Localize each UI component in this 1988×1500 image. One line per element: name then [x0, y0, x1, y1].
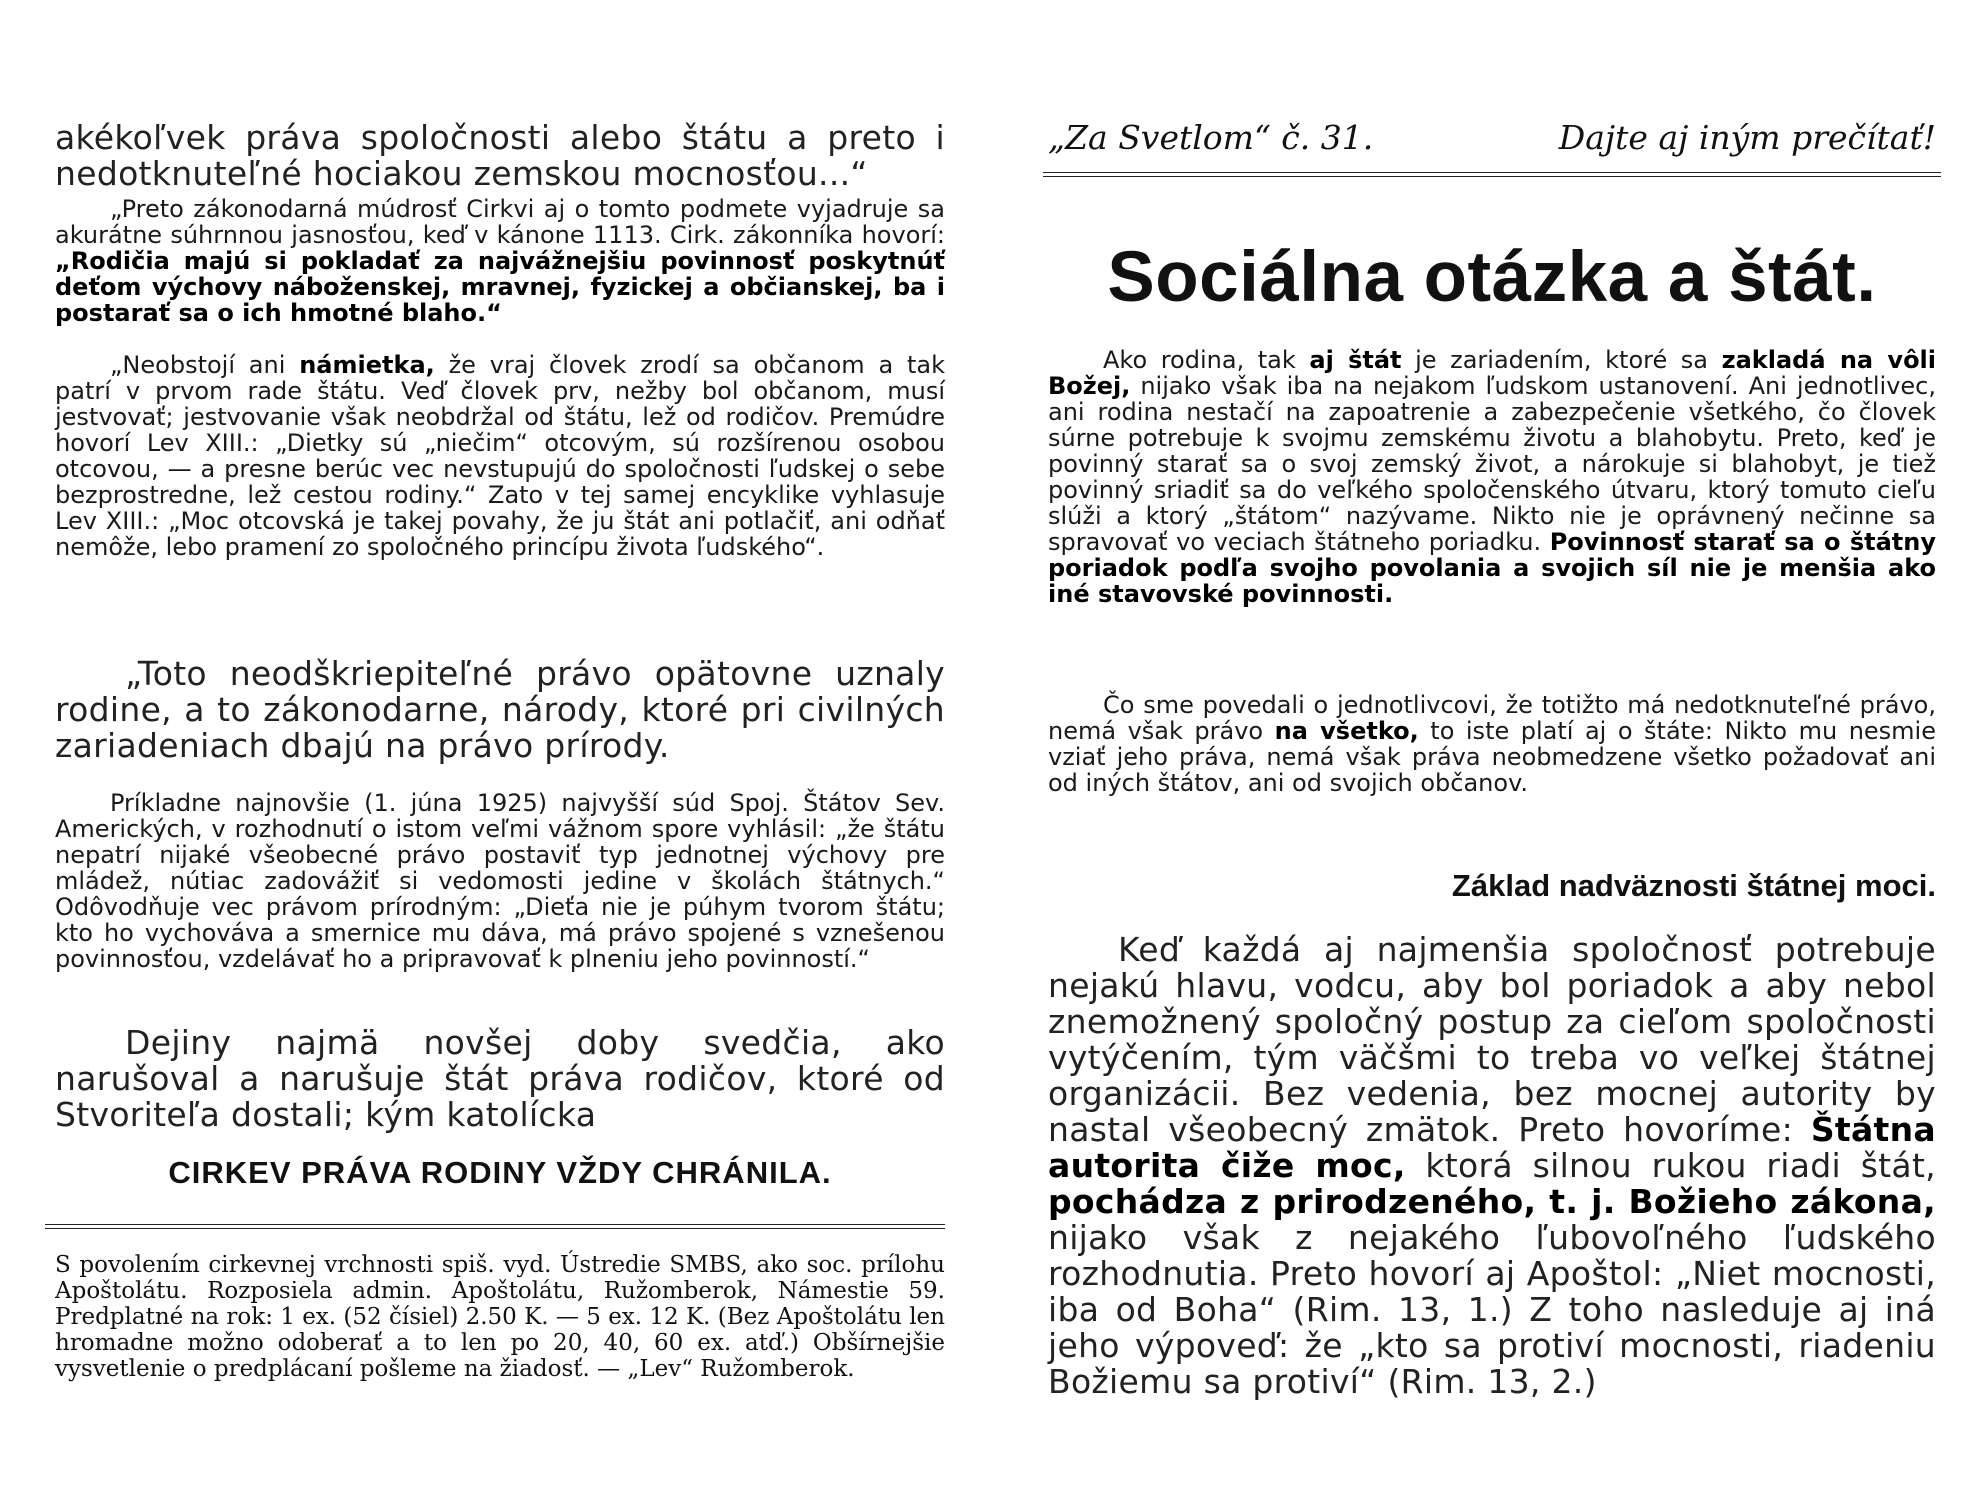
bold-phrase: Štátna autorita čiže moc, — [1048, 1110, 1936, 1185]
bold-phrase: aj štát — [1309, 346, 1402, 374]
closing-heading: CIRKEV PRÁVA RODINY VŽDY CHRÁNILA. — [168, 1155, 832, 1190]
text-span: „Neobstojí ani — [110, 351, 300, 379]
left-page — [55, 0, 945, 1500]
text-span: „Preto zákonodarná múdrosť Cirkvi aj o tomto podmete vyjadruje sa akurátne súhrnnou jasnosťou, keď v kánone 1113. Cirk. zákonníka hovorí: — [55, 195, 945, 249]
imprint-notice: S povolením cirkevnej vrchnosti spiš. vyd. Ústredie SMBS, ako soc. prílohu Apoštolátu. Rozposiela admin. Apoštolátu, Ružomberok, Námestie 59. Predplatné na rok: 1 ex. (52 čísiel) 2.50 K. — 5 ex. 12 K. (Bez Apoštolátu len hromadne možno odoberať a to len po 20, 40, 60 ex. atď.) Obšírnejšie vysvetlenie o predplácaní pošleme na žiadosť. — „Lev“ Ružomberok. — [55, 1252, 945, 1382]
paragraph-objection — [55, 352, 945, 560]
paragraph-history: Dejiny najmä novšej doby svedčia, ako narušoval a narušuje štát práva rodičov, ktoré od Stvoriteľa dostali; kým katolícka — [55, 1023, 945, 1134]
paragraph-canon-quote — [55, 196, 945, 326]
paragraph-authority — [1048, 932, 1936, 1400]
text-span: je zariadením, ktoré sa — [1401, 346, 1722, 374]
text-span: to iste platí aj o štáte: Nikto mu nesmie vziať jeho práva, nemá však práva neobmedzene všetko požadovať ani od iných štátov, ani od svojich občanov. — [1048, 717, 1936, 797]
bold-phrase: zakladá na vôli Božej, — [1048, 346, 1937, 400]
text-span: že vraj človek zrodí sa občanom a tak patrí v prvom rade štátu. Veď človek prv, nežby bol občanom, musí jestvovať; jestvovanie však neobdržal od štátu, lež od rodičov. Premúdre hovorí Lev XIII.: „Dietky sú „niečim“ otcovým, sú rozšírenou osobou otcovou, — a presne berúc vec nevstupujú do spoločnosti ľudskej o sebe bezprostredne, lež cestou rodiny.“ Zato v tej samej encyklike vyhlasuje Lev XIII.: „Moc otcovská je takej povahy, že ju štát ani potlačiť, ani odňať nemôže, lebo pramení zo spoločného princípu života ľudského“. — [55, 351, 945, 561]
bold-phrase: pochádza z prirodzeného, t. j. Božieho zákona, — [1048, 1182, 1936, 1221]
page-title: Sociálna otázka a štát. — [1107, 238, 1877, 317]
paragraph-state-intro — [1048, 347, 1936, 607]
text-span: ktorá silnou rukou riadi štát, — [1405, 1146, 1936, 1185]
bold-phrase: Povinnosť starať sa o štátny poriadok podľa svojho povolania a svojich síl nie je menšia ako iné stavovské povinnosti. — [1048, 528, 1936, 608]
section-heading: Základ nadväznosti štátnej moci. — [1451, 868, 1936, 903]
header-slogan: Dajte aj iným prečítať! — [1558, 118, 1936, 157]
paragraph-supreme-court: Príkladne najnovšie (1. júna 1925) najvyšší súd Spoj. Štátov Sev. Amerických, v rozhodnutí o istom veľmi vážnom spore vyhlásil: „že štátu nepatrí nijaké všeobecné právo postaviť typ jednotnej výchovy pre mládež, nútiac zadovážiť si vedomosti jedine v školách štátnych.“ Odôvodňuje vec právom prírodným: „Dieťa nie je púhym tvorom štátu; kto ho vychováva a smernice mu dáva, má právo spojené s vznešenou povinnosťou, vzdelávať ho a pripravovať k plneniu jeho povinností.“ — [55, 789, 945, 973]
paragraph-state-rights — [1048, 692, 1936, 796]
text-span: nijako však z nejakého ľubovoľného ľudského rozhodnutia. Preto hovorí aj Apoštol: „Niet mocnosti, iba od Boha“ (Rim. 13, 1.) Z toho nasleduje aj iná jeho výpoveď: že „kto sa protiví mocnosti, riadeniu Božiemu sa protiví“ (Rim. 13, 2.) — [1048, 1218, 1936, 1401]
paragraph-continuation: akékoľvek práva spoločnosti alebo štátu a preto i nedotknuteľné hociakou zemskou mocnosťou...“ — [55, 118, 945, 193]
text-span: Keď každá aj najmenšia spoločnosť potrebuje nejakú hlavu, vodcu, aby bol poriadok a aby nebol znemožnený spoločný postup za cieľom spoločnosti vytýčením, tým väčšmi to treba vo veľkej štátnej organizácii. Bez vedenia, bez mocnej autority by nastal všeobecný zmätok. Preto hovoríme: — [1048, 930, 1936, 1149]
running-header — [1048, 118, 1936, 164]
divider-rule — [45, 1224, 945, 1229]
header-publication: „Za Svetlom“ č. 31. — [1048, 118, 1374, 157]
bold-phrase: na všetko, — [1274, 717, 1419, 745]
header-divider — [1043, 172, 1941, 177]
right-page — [1048, 0, 1936, 1500]
text-span: Ako rodina, tak — [1103, 346, 1310, 374]
paragraph-nations: „Toto neodškriepiteľné právo opätovne uznaly rodine, a to zákonodarne, národy, ktoré pri civilných zariadeniach dbajú na právo prírody. — [55, 654, 945, 765]
text-span: Čo sme povedali o jednotlivcovi, že totižto má nedotknuteľné právo, nemá však právo — [1048, 691, 1936, 745]
text-span: nijako však iba na nejakom ľudskom ustanovení. Ani jednotlivec, ani rodina nestačí na zapoatrenie a zabezpečenie všetkého, čo človek súrne potrebuje k svojmu zemskému životu a blahobytu. Preto, keď je povinný starať sa o svoj zemský život, a nárokuje si blahobyt, je tiež povinný sriadiť sa do veľkého spoločenského útvaru, ktorý tomuto cieľu slúži a ktorý „štátom“ nazývame. Nikto nie je oprávnený nečinne sa spravovať vo veciach štátneho poriadku. — [1048, 372, 1936, 556]
bold-quote: „Rodičia majú si pokladať za najvážnejšiu povinnosť poskytnúť deťom výchovy náboženskej, mravnej, fyzickej a občianskej, ba i postarať sa o ich hmotné blaho.“ — [55, 247, 945, 327]
bold-word: námietka, — [299, 351, 435, 379]
